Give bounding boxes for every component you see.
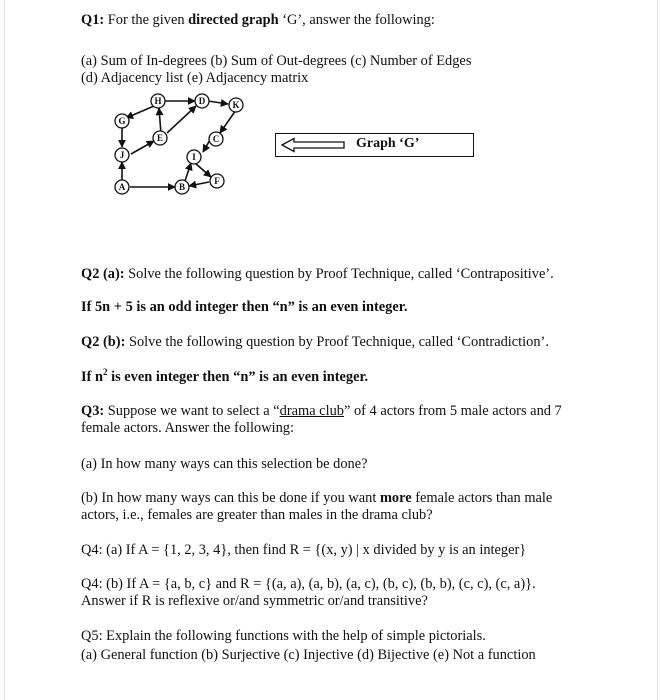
edge-k-c (220, 110, 236, 133)
edge-f-b (189, 182, 209, 186)
node-j-label: J (119, 150, 125, 160)
node-a-label: A (118, 182, 126, 192)
graph-label: Graph ‘G’ (356, 136, 420, 151)
node-h-label: H (154, 96, 162, 106)
edge-j-e (131, 141, 154, 154)
q3-drama-club: drama club (279, 403, 344, 419)
left-arrow-icon (280, 137, 346, 153)
node-f-label: F (214, 176, 220, 186)
q2b-label: Q2 (b): (81, 334, 126, 350)
q3-part-b-1a: (b) In how many ways can this be done if you want (81, 490, 380, 506)
q2a-statement: If 5n + 5 is an odd integer then “n” is an even integer. (81, 299, 408, 315)
node-c-label: C (212, 134, 220, 144)
node-k (229, 98, 243, 112)
q3-heading (81, 402, 562, 420)
q4b-line1: Q4: (b) If A = {a, b, c} and R = {(a, a), (a, b), (a, c), (b, c), (b, b), (c, c), (c, a)}. (81, 576, 536, 592)
q1-parts-line1: (a) Sum of In-degrees (b) Sum of Out-degrees (c) Number of Edges (81, 53, 472, 69)
edge-d-k (208, 101, 228, 104)
q2a-text: Solve the following question by Proof Technique, called ‘Contrapositive’. (124, 266, 554, 282)
q4b-line2: Answer if R is reflexive or/and symmetric or/and transitive? (81, 593, 428, 609)
node-b-label: B (178, 182, 186, 192)
edge-i-f (195, 163, 211, 177)
q3-part-b-line2: actors, i.e., females are greater than males in the drama club? (81, 507, 433, 523)
q2b-statement (81, 368, 368, 386)
q3-text-b: ” of 4 actors from 5 male actors and 7 (343, 403, 562, 419)
node-g (115, 114, 129, 128)
node-f (210, 174, 224, 188)
q2a-heading (81, 265, 554, 283)
q2b-statement-b: is even integer then “n” is an even integer. (107, 369, 369, 385)
q3-line2: female actors. Answer the following: (81, 420, 294, 436)
edge-h-g (126, 106, 154, 118)
q3-part-b-1c: female actors than male (411, 490, 553, 506)
q1-text-c: ‘G’, answer the following: (278, 12, 435, 28)
q3-text-a: Suppose we want to select a “ (104, 403, 280, 419)
q4a-text: Q4: (a) If A = {1, 2, 3, 4}, then find R = {(x, y) | x divided by y is an integer} (81, 542, 527, 558)
q3-part-b-more: more (379, 490, 412, 506)
q2b-statement-a: If n (81, 369, 103, 385)
node-e-label: E (156, 133, 164, 143)
q3-part-a: (a) In how many ways can this selection be done? (81, 456, 368, 472)
q3-label: Q3: (81, 403, 105, 419)
q3-part-b-line1 (81, 489, 552, 507)
node-h (151, 94, 165, 108)
edge-e-d (167, 106, 196, 133)
node-k-label: K (232, 100, 240, 110)
q1-parts-line2: (d) Adjacency list (e) Adjacency matrix (81, 70, 309, 86)
node-i-label: I (192, 152, 196, 162)
q2b-text: Solve the following question by Proof Technique, called ‘Contradiction’. (125, 334, 549, 350)
q1-directed-graph: directed graph (188, 12, 279, 28)
node-g-label: G (118, 116, 126, 126)
node-e (153, 131, 167, 145)
q5-line2: (a) General function (b) Surjective (c) Injective (d) Bijective (e) Not a function (81, 647, 536, 663)
q1-text-a: For the given (104, 12, 189, 28)
node-b (175, 180, 189, 194)
document-page (4, 0, 658, 700)
q2b-heading (81, 333, 549, 351)
node-a (115, 180, 129, 194)
q2a-label: Q2 (a): (81, 266, 125, 282)
q1-label: Q1: (81, 12, 105, 28)
node-j (115, 148, 129, 162)
node-i (187, 150, 201, 164)
node-c (209, 132, 223, 146)
q5-line1: Q5: Explain the following functions with the help of simple pictorials. (81, 628, 486, 644)
q2b-statement-sup: 2 (103, 367, 108, 378)
edge-e-h (159, 108, 161, 134)
node-d-label: D (198, 96, 206, 106)
node-d (195, 94, 209, 108)
edge-b-i (185, 163, 191, 181)
graph-label-box (275, 133, 474, 157)
